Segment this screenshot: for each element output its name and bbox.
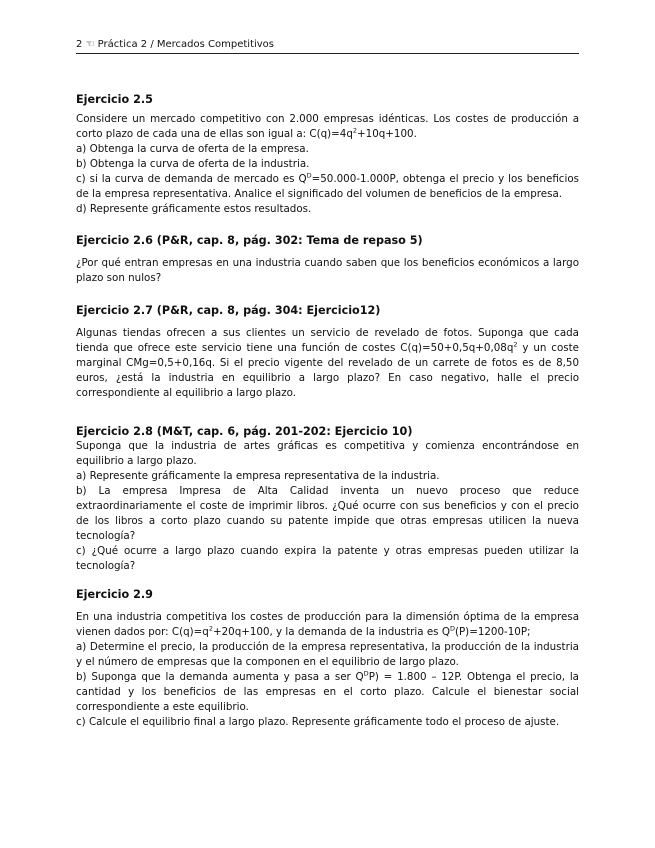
exercise-item-b: b) Suponga que la demanda aumenta y pasa a ser $Q^DP) = 1.800 - 12P$. Obtenga el precio, la cantidad y los beneficios de las empresas en el corto plazo. Calcule el bienestar social correspondiente a este equilibrio. — [76, 669, 579, 713]
exercise-2-9 — [76, 587, 579, 730]
page-header: 2 ☜ Práctica 2 / Mercados Competitivos — [76, 38, 579, 54]
exercise-2-7 — [76, 303, 579, 401]
exercise-intro: Considere un mercado competitivo con 2.000 empresas idénticas. Los costes de producción a corto plazo de cada una de ellas son igual a: $C(q)=4q^2+10q+100$. — [76, 113, 579, 140]
exercise-title: Ejercicio 2.6 (P&R, cap. 8, pág. 302: Tema de repaso 5) — [76, 234, 423, 247]
exercise-title: Ejercicio 2.9 — [76, 588, 153, 601]
exercise-item-b: b) La empresa Impresa de Alta Calidad inventa un nuevo proceso que reduce extraordinariamente el coste de imprimir libros. ¿Qué ocurre con sus beneficios y con el precio de los libros a corto plazo cuando su patente impide que otras empresas utilicen la nueva tecnología? — [76, 485, 579, 542]
exercise-title: Ejercicio 2.7 (P&R, cap. 8, pág. 304: Ejercicio12) — [76, 304, 381, 317]
exercise-2-6 — [76, 233, 579, 286]
exercise-title: Ejercicio 2.8 (M&T, cap. 6, pág. 201-202: Ejercicio 10) — [76, 425, 413, 438]
exercise-2-8 — [76, 424, 579, 574]
exercise-2-5 — [76, 92, 579, 217]
exercise-item-a: a) Obtenga la curva de oferta de la empresa. — [76, 143, 309, 155]
exercise-item-a: a) Determine el precio, la producción de la empresa representativa, la producción de la industria y el número de empresas que la componen en el equilibrio de largo plazo. — [76, 641, 579, 668]
exercise-item-c: c) ¿Qué ocurre a largo plazo cuando expira la patente y otras empresas pueden utilizar la tecnología? — [76, 545, 579, 572]
exercise-intro: En una industria competitiva los costes de producción para la dimensión óptima de la empresa vienen dados por: $C(q)=q^2+20q+100$, y la demanda de la industria es $Q^D(P)=1200-10P$; — [76, 611, 579, 638]
exercise-title: Ejercicio 2.5 — [76, 93, 153, 106]
exercise-item-d: d) Represente gráficamente estos resultados. — [76, 203, 312, 215]
exercise-item-c: c) si la curva de demanda de mercado es $Q^D=50.000-1.000P$, obtenga el precio y los beneficios de la empresa representativa. Analice el significado del volumen de beneficios de la empresa. — [76, 171, 579, 200]
exercise-item-a: a) Represente gráficamente la empresa representativa de la industria. — [76, 470, 440, 482]
exercise-item-c: c) Calcule el equilibrio final a largo plazo. Represente gráficamente todo el proceso de ajuste. — [76, 716, 560, 728]
exercise-text: ¿Por qué entran empresas en una industria cuando saben que los beneficios económicos a largo plazo son nulos? — [76, 257, 579, 284]
exercise-item-b: b) Obtenga la curva de oferta de la industria. — [76, 158, 310, 170]
exercise-text: Algunas tiendas ofrecen a sus clientes un servicio de revelado de fotos. Suponga que cada tienda que ofrece este servicio tiene una función de costes $C(q)=50+0,5q+0,08q^2$ y un coste marginal CMg=0,5+0,16q. Si el precio vigente del revelado de un carrete de fotos es de 8,50 euros, ¿está la industria en equilibrio a largo plazo? En caso negativo, halle el precio correspondiente al equilibrio a largo plazo. — [76, 327, 579, 399]
exercise-intro: Suponga que la industria de artes gráficas es competitiva y comienza encontrándose en equilibrio a largo plazo. — [76, 440, 579, 467]
